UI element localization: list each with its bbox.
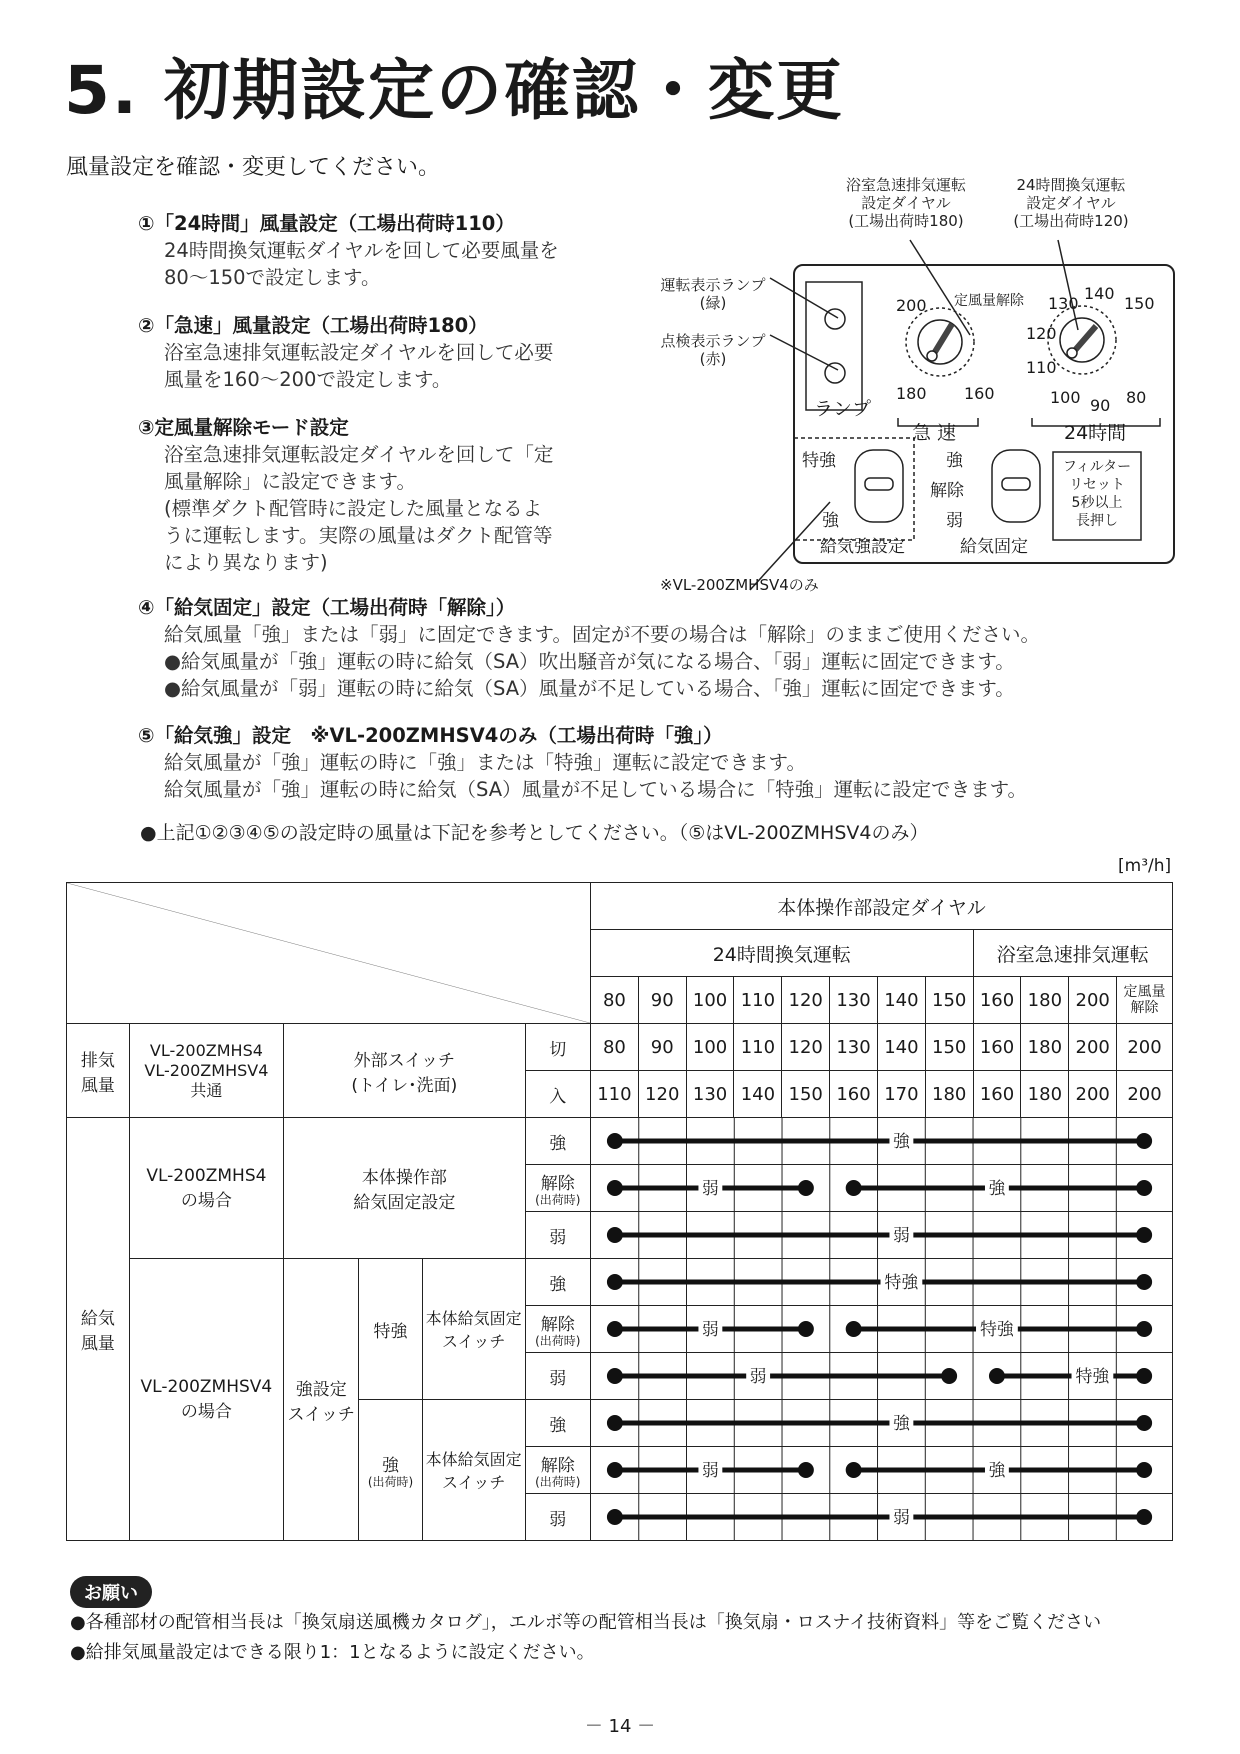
col-header: 120 (782, 977, 830, 1024)
row-weak: 弱 (525, 1494, 590, 1541)
fix-switch: 本体給気固定 スイッチ (422, 1400, 525, 1541)
table-note: ●上記①②③④⑤の設定時の風量は下記を参考としてください。（⑤はVL-200ZMHSV4のみ） (140, 822, 929, 844)
range-endpoint (607, 1133, 623, 1149)
strong-set-switch: 強設定 スイッチ (284, 1259, 359, 1541)
bar-label: 強 (892, 1130, 910, 1152)
range-endpoint (1136, 1368, 1152, 1384)
bar-label: 特強 (1075, 1365, 1110, 1387)
section-line: ●給気風量が「強」運転の時に給気（SA）吹出騒音が気になる場合、「弱」運転に固定できます。 (164, 650, 1015, 673)
section-5 (138, 722, 1178, 803)
quick-label: 急 速 (912, 422, 957, 444)
cell-value: 110 (734, 1024, 782, 1071)
request-badge: お願い (70, 1576, 152, 1608)
switch-label: 弱 (946, 511, 963, 531)
section-heading: ②「急速」風量設定（工場出荷時180） (138, 314, 488, 337)
cell-value: 110 (590, 1071, 638, 1118)
range-endpoint (607, 1274, 623, 1290)
range-endpoint (1136, 1274, 1152, 1290)
bar-label: 強 (988, 1177, 1006, 1199)
switch-label: 特強 (802, 451, 836, 471)
section-line: うに運転します。実際の風量はダクト配管等 (164, 524, 553, 547)
cell-value: 120 (638, 1071, 686, 1118)
range-endpoint (798, 1180, 814, 1196)
unit-label: [m³/h] (1118, 856, 1172, 876)
range-endpoint (607, 1321, 623, 1337)
bar-label: 弱 (701, 1318, 719, 1340)
ext-switch: 外部スイッチ (トイレ･洗面) (284, 1024, 526, 1118)
range-endpoint (607, 1462, 623, 1478)
section-heading: ③定風量解除モード設定 (138, 416, 349, 439)
col-header: 100 (686, 977, 734, 1024)
lamp-check-callout: 点検表示ランプ (赤) (660, 332, 766, 368)
row-on: 入 (525, 1071, 590, 1118)
bar-label: 弱 (701, 1177, 719, 1199)
cell-value: 160 (973, 1024, 1021, 1071)
model-a: VL-200ZMHS4 の場合 (129, 1118, 283, 1259)
row-strong: 強 (525, 1259, 590, 1306)
row-release: 解除 (出荷時) (525, 1306, 590, 1353)
tick-label: 80 (1126, 388, 1147, 407)
row-strong: 強 (525, 1400, 590, 1447)
section-line: 24時間換気運転ダイヤルを回して必要風量を (164, 239, 559, 262)
exhaust-label: 排気風量 (67, 1024, 130, 1118)
bar-cell (590, 1212, 1172, 1259)
range-endpoint (1136, 1133, 1152, 1149)
section-heading: ①「24時間」風量設定（工場出荷時110） (138, 212, 515, 235)
range-endpoint (1136, 1180, 1152, 1196)
section-1 (138, 210, 608, 291)
cell-value: 130 (830, 1024, 878, 1071)
tick-label: 100 (1050, 388, 1081, 407)
cell-value: 140 (734, 1071, 782, 1118)
range-endpoint (1136, 1227, 1152, 1243)
bar-cell (590, 1400, 1172, 1447)
range-endpoint (607, 1227, 623, 1243)
airflow-table (66, 882, 1173, 1541)
header-24h: 24時間換気運転 (590, 930, 973, 977)
cell-value: 100 (686, 1024, 734, 1071)
section-line: 給気風量が「強」運転の時に給気（SA）風量が不足している場合に「特強」運転に設定できます。 (164, 778, 1028, 801)
tick-label: 110 (1026, 358, 1057, 377)
row-off: 切 (525, 1024, 590, 1071)
bar-label: 弱 (892, 1224, 910, 1246)
dial-quick-callout: 浴室急速排気運転 設定ダイヤル (工場出荷時180) (845, 176, 966, 230)
range-endpoint (989, 1368, 1005, 1384)
bar-cell (590, 1165, 1172, 1212)
range-endpoint (941, 1368, 957, 1384)
range-endpoint (607, 1509, 623, 1525)
tick-label: 120 (1026, 324, 1057, 343)
section-line: 浴室急速排気運転設定ダイヤルを回して「定 (164, 443, 554, 466)
cell-value: 200 (1117, 1071, 1173, 1118)
bar-cell (590, 1306, 1172, 1353)
bar-cell (590, 1447, 1172, 1494)
section-line: 風量解除」に設定できます。 (164, 470, 416, 493)
cell-value: 80 (590, 1024, 638, 1071)
switch-label: 強 (946, 451, 963, 471)
tick-label: 定風量解除 (954, 293, 1024, 309)
range-endpoint (607, 1180, 623, 1196)
bar-label: 特強 (980, 1318, 1014, 1340)
col-header: 150 (925, 977, 973, 1024)
bar-cell (590, 1353, 1172, 1400)
lamp-run-callout: 運転表示ランプ (緑) (660, 276, 766, 312)
supply-label: 給気風量 (67, 1118, 130, 1541)
footer-line: ●給排気風量設定はできる限り1：1となるように設定ください。 (70, 1642, 595, 1663)
col-header: 90 (638, 977, 686, 1024)
section-3 (138, 414, 608, 576)
cell-value: 120 (782, 1024, 830, 1071)
cell-value: 90 (638, 1024, 686, 1071)
col-header: 140 (877, 977, 925, 1024)
col-header: 160 (973, 977, 1021, 1024)
row-weak: 弱 (525, 1353, 590, 1400)
page-number: － 14 － (584, 1716, 656, 1737)
cell-value: 160 (830, 1071, 878, 1118)
range-endpoint (1136, 1462, 1152, 1478)
tick-label: 130 (1048, 294, 1079, 313)
tick-label: 140 (1084, 284, 1115, 303)
cell-value: 150 (925, 1024, 973, 1071)
filter-reset-label: フィルター リセット 5秒以上 長押し (1062, 459, 1132, 529)
range-endpoint (798, 1462, 814, 1478)
bar-label: 強 (988, 1459, 1006, 1481)
range-endpoint (607, 1415, 623, 1431)
table-corner (67, 883, 591, 1024)
h24-label: 24時間 (1064, 422, 1127, 444)
row-release: 解除 (出荷時) (525, 1447, 590, 1494)
model-common: VL-200ZMHS4 VL-200ZMHSV4 共通 (129, 1024, 283, 1118)
range-endpoint (846, 1321, 862, 1337)
range-endpoint (1136, 1415, 1152, 1431)
switch-caption: 給気強設定 (820, 537, 905, 557)
col-header: 180 (1021, 977, 1069, 1024)
cell-value: 170 (877, 1071, 925, 1118)
cell-value: 160 (973, 1071, 1021, 1118)
panel-fix: 本体操作部 給気固定設定 (284, 1118, 526, 1259)
bar-label: 強 (892, 1412, 910, 1434)
range-endpoint (1136, 1509, 1152, 1525)
page-title: 5. 初期設定の確認・変更 (64, 52, 844, 129)
switch-label: 強 (822, 511, 839, 531)
dial-24h-callout: 24時間換気運転 設定ダイヤル (工場出荷時120) (1013, 176, 1129, 230)
diagram-note: ※VL-200ZMHSV4のみ (660, 576, 819, 594)
fix-switch: 本体給気固定 スイッチ (422, 1259, 525, 1400)
cell-value: 140 (877, 1024, 925, 1071)
cell-value: 200 (1069, 1024, 1117, 1071)
bar-cell (590, 1259, 1172, 1306)
switch-label: 解除 (930, 481, 964, 501)
cell-value: 200 (1117, 1024, 1173, 1071)
bar-cell (590, 1494, 1172, 1541)
bar-label: 弱 (701, 1459, 719, 1481)
col-header: 110 (734, 977, 782, 1024)
col-header: 定風量解除 (1117, 977, 1173, 1024)
footer-line: ●各種部材の配管相当長は「換気扇送風機カタログ」，エルボ等の配管相当長は「換気扇・ロスナイ技術資料」等をご覧ください (70, 1612, 1102, 1633)
cell-value: 180 (925, 1071, 973, 1118)
header-dial: 本体操作部設定ダイヤル (590, 883, 1172, 930)
range-endpoint (846, 1180, 862, 1196)
cell-value: 150 (782, 1071, 830, 1118)
section-heading: ⑤「給気強」設定 ※VL-200ZMHSV4のみ（工場出荷時「強」） (138, 724, 723, 747)
section-line: ●給気風量が「弱」運転の時に給気（SA）風量が不足している場合、「強」運転に固定できます。 (164, 677, 1015, 700)
section-line: (標準ダクト配管時に設定した風量となるよ (164, 497, 543, 520)
col-header: 80 (590, 977, 638, 1024)
bar-label: 弱 (892, 1506, 910, 1528)
section-line: により異なります) (164, 551, 328, 574)
tokkyo-label: 特強 (359, 1259, 422, 1400)
header-quick: 浴室急速排気運転 (973, 930, 1172, 977)
section-2 (138, 312, 608, 393)
section-line: 給気風量が「強」運転の時に「強」または「特強」運転に設定できます。 (164, 751, 806, 774)
section-line: 風量を160～200で設定します。 (164, 368, 452, 391)
section-line: 給気風量「強」または「弱」に固定できます。固定が不要の場合は「解除」のままご使用ください。 (164, 623, 1040, 646)
section-heading: ④「給気固定」設定（工場出荷時「解除」） (138, 596, 516, 619)
model-b: VL-200ZMHSV4 の場合 (129, 1259, 283, 1541)
range-endpoint (607, 1368, 623, 1384)
col-header: 130 (830, 977, 878, 1024)
col-header: 200 (1069, 977, 1117, 1024)
lamp-label: ランプ (814, 398, 872, 420)
section-line: 浴室急速排気運転設定ダイヤルを回して必要 (164, 341, 554, 364)
intro-text: 風量設定を確認・変更してください。 (66, 155, 441, 180)
range-endpoint (846, 1462, 862, 1478)
cell-value: 180 (1021, 1024, 1069, 1071)
tick-label: 150 (1124, 294, 1155, 313)
tick-label: 180 (896, 384, 927, 403)
row-weak: 弱 (525, 1212, 590, 1259)
tick-label: 160 (964, 384, 995, 403)
tick-label: 200 (896, 296, 927, 315)
range-endpoint (1136, 1321, 1152, 1337)
row-strong: 強 (525, 1118, 590, 1165)
row-release: 解除 (出荷時) (525, 1165, 590, 1212)
bar-label: 弱 (749, 1365, 767, 1387)
switch-caption: 給気固定 (960, 537, 1028, 557)
range-endpoint (798, 1321, 814, 1337)
section-4 (138, 594, 1178, 702)
section-line: 80～150で設定します。 (164, 266, 381, 289)
cell-value: 200 (1069, 1071, 1117, 1118)
bar-cell (590, 1118, 1172, 1165)
cell-value: 180 (1021, 1071, 1069, 1118)
cell-value: 130 (686, 1071, 734, 1118)
tick-label: 90 (1090, 396, 1111, 415)
kyo-ship-label: 強 (出荷時) (359, 1400, 422, 1541)
bar-label: 特強 (884, 1271, 919, 1293)
